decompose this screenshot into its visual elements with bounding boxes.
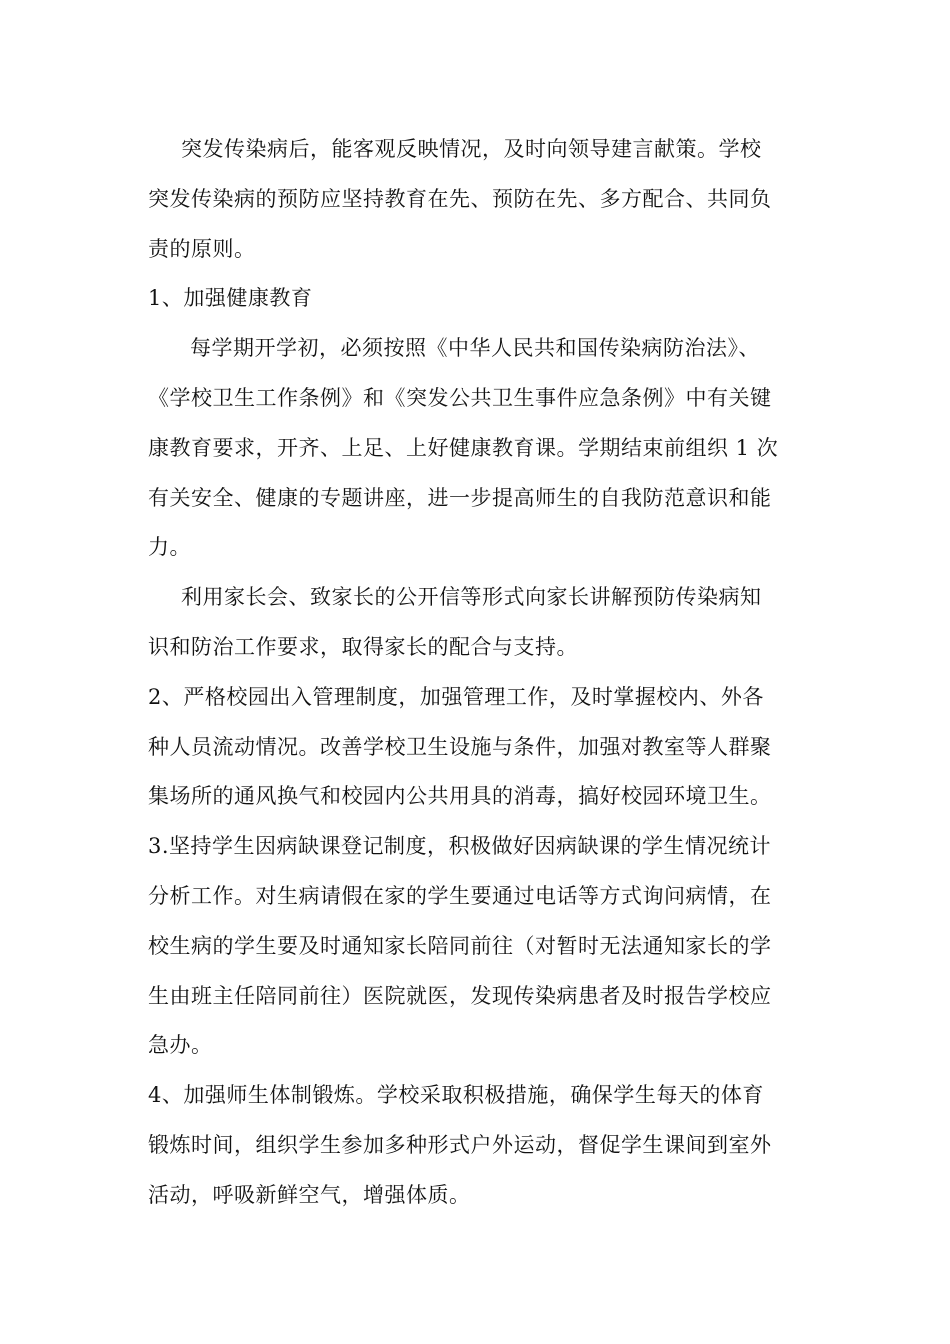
paragraph-item-4 [148, 1071, 800, 1220]
text-line: 集场所的通风换气和校园内公共用具的消毒，搞好校园环境卫生。 [148, 784, 772, 809]
text-line: 责的原则。 [148, 236, 256, 261]
paragraph-parents [148, 573, 800, 673]
paragraph-heading-1 [148, 274, 800, 324]
text-line: 校生病的学生要及时通知家长陪同前往（对暂时无法通知家长的学 [148, 933, 772, 958]
text-line: 每学期开学初，必须按照《中华人民共和国传染病防治法》、 [190, 336, 760, 361]
text-line: 利用家长会、致家长的公开信等形式向家长讲解预防传染病知 [181, 585, 762, 610]
text-line: 3.坚持学生因病缺课登记制度，积极做好因病缺课的学生情况统计 [148, 834, 772, 859]
text-line: 4、加强师生体制锻炼。学校采取积极措施，确保学生每天的体育 [148, 1083, 764, 1108]
text-line: 活动，呼吸新鲜空气，增强体质。 [148, 1182, 471, 1207]
text-line: 急办。 [148, 1033, 213, 1058]
text-line: 2、严格校园出入管理制度，加强管理工作，及时掌握校内、外各 [148, 684, 764, 709]
paragraph-item-3 [148, 822, 800, 1071]
text-line: 突发传染病后，能客观反映情况，及时向领导建言献策。学校 [181, 137, 762, 161]
text-line: 《学校卫生工作条例》和《突发公共卫生事件应急条例》中有关键 [148, 385, 772, 410]
paragraph-health-education [148, 324, 800, 573]
paragraph-intro [148, 125, 800, 274]
text-line: 识和防治工作要求，取得家长的配合与支持。 [148, 634, 578, 659]
text-line: 1、加强健康教育 [148, 286, 313, 311]
paragraph-item-2 [148, 673, 800, 822]
text-line: 分析工作。对生病请假在家的学生要通过电话等方式询问病情，在 [148, 883, 772, 908]
document-body [148, 125, 800, 1221]
text-line: 锻炼时间，组织学生参加多种形式户外运动，督促学生课间到室外 [148, 1132, 772, 1157]
text-line: 生由班主任陪同前往）医院就医，发现传染病患者及时报告学校应 [148, 983, 772, 1008]
text-line: 有关安全、健康的专题讲座，进一步提高师生的自我防范意识和能 [148, 485, 772, 510]
text-line: 种人员流动情况。改善学校卫生设施与条件，加强对教室等人群聚 [148, 734, 772, 759]
text-line: 力。 [148, 535, 191, 560]
text-line: 突发传染病的预防应坚持教育在先、预防在先、多方配合、共同负 [148, 186, 772, 211]
text-line: 康教育要求，开齐、上足、上好健康教育课。学期结束前组织 1 次 [148, 435, 779, 460]
